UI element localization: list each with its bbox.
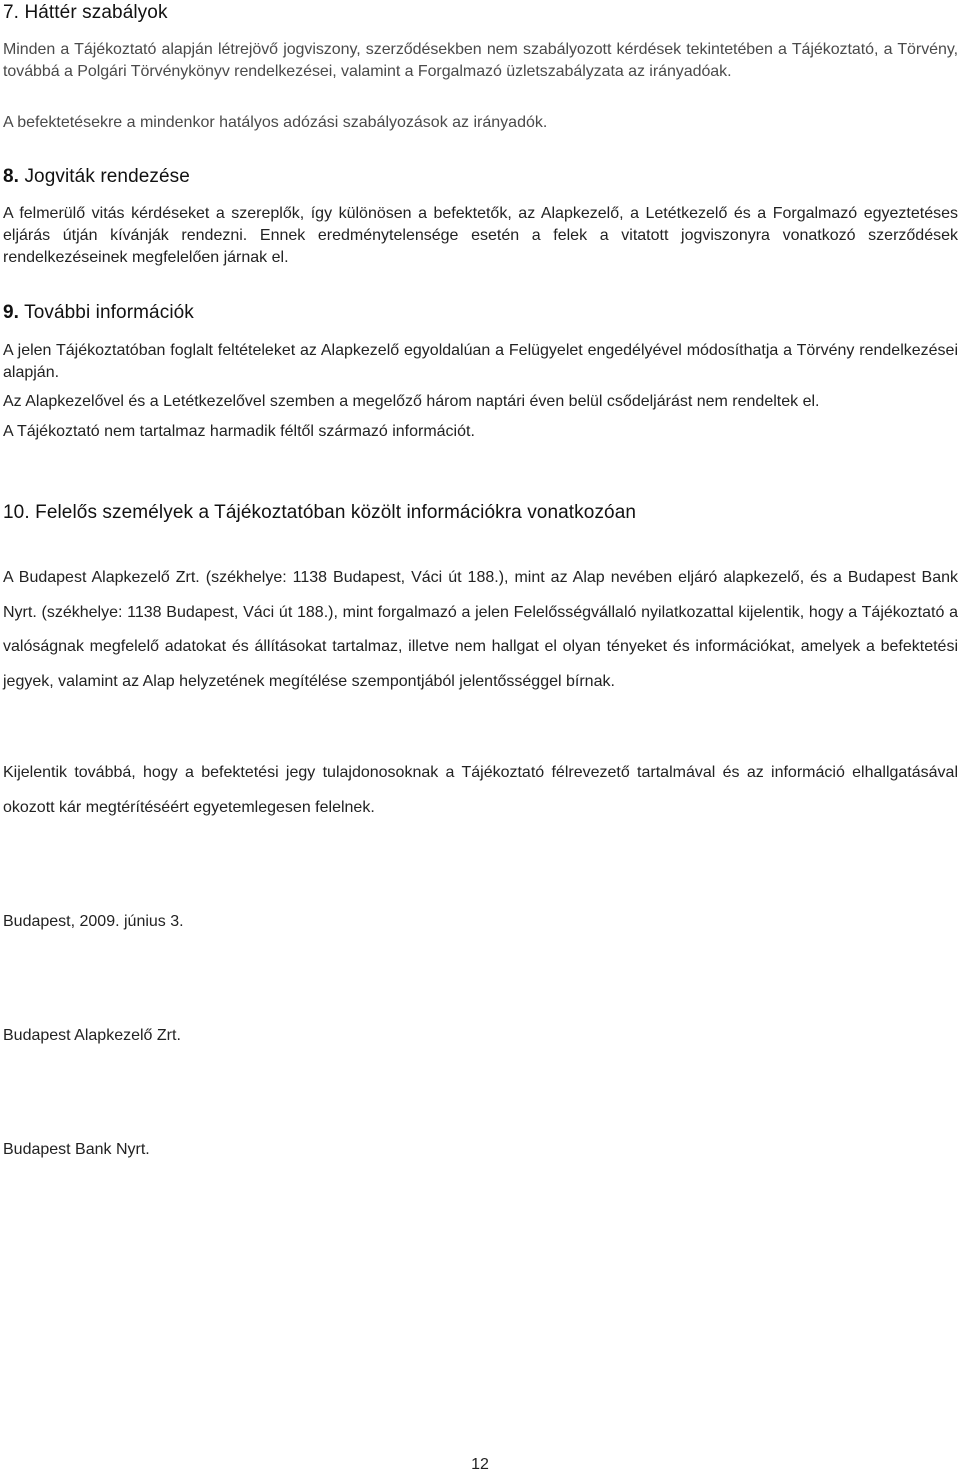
page-number: 12 [471,1456,489,1473]
section-8-number: 8. [3,166,20,187]
section-9-paragraph-1: A jelen Tájékoztatóban foglalt feltételeket az Alapkezelő egyoldalúan a Felügyelet engedélyével módosíthatja a Törvény rendelkezései alapján. [3,342,958,381]
section-8-paragraph-1: A felmerülő vitás kérdéseket a szereplők, így különösen a befektetők, az Alapkezelő, a Letétkezelő és a Forgalmazó egyeztetéses eljárás útján kívánják rendezni. Ennek eredménytelensége esetén a felek a vitatott jogviszonyra vonatkozó szerződések rendelkezéseinek megfelelően járnak el. [3,205,958,266]
section-9-paragraph-2: Az Alapkezelővel és a Letétkezelővel szemben a megelőző három naptári éven belül csődeljárást nem rendeltek el. [3,393,820,410]
section-9-number: 9. [3,302,20,323]
section-10-heading [3,502,958,524]
section-10-title: Felelős személyek a Tájékoztatóban közölt információkra vonatkozóan [35,502,637,523]
section-8-heading [3,166,958,188]
signer-alapkezelo: Budapest Alapkezelő Zrt. [3,1027,181,1044]
section-9-title: További információk [24,302,194,323]
section-7-number: 7. [3,2,20,23]
signer-bank: Budapest Bank Nyrt. [3,1141,150,1158]
section-10-paragraph-2: Kijelentik továbbá, hogy a befektetési jegy tulajdonosoknak a Tájékoztató félrevezető tartalmával és az információ elhallgatásával okozott kár megtérítéséért egyetemlegesen felelnek. [3,764,958,816]
section-9-paragraph-3: A Tájékoztató nem tartalmaz harmadik féltől származó információt. [3,423,475,440]
section-9-heading [3,302,958,324]
section-7-paragraph-2: A befektetésekre a mindenkor hatályos adózási szabályozások az irányadók. [3,114,548,131]
section-7-paragraph-1: Minden a Tájékoztató alapján létrejövő jogviszony, szerződésekben nem szabályozott kérdések tekintetében a Tájékoztató, a Törvény, továbbá a Polgári Törvénykönyv rendelkezései, valamint a Forgalmazó üzletszabályzata az irányadóak. [3,41,958,80]
section-7-heading [3,2,958,24]
section-10-number: 10. [3,502,30,523]
section-10-paragraph-1: A Budapest Alapkezelő Zrt. (székhelye: 1138 Budapest, Váci út 188.), mint az Alap nevében eljáró alapkezelő, és a Budapest Bank Nyrt. (székhelye: 1138 Budapest, Váci út 188.), mint forgalmazó a jelen Felelősségvállaló nyilatkozattal kijelentik, hogy a Tájékoztató a valóságnak megfelelő adatokat és állításokat tartalmaz, illetve nem hallgat el olyan tényeket és információkat, amelyek a befektetési jegyek, valamint az Alap helyzetének megítélése szempontjából jelentősséggel bírnak. [3,569,958,690]
section-7-title: Háttér szabályok [24,2,168,23]
section-8-title: Jogviták rendezése [24,166,190,187]
place-and-date: Budapest, 2009. június 3. [3,913,184,930]
